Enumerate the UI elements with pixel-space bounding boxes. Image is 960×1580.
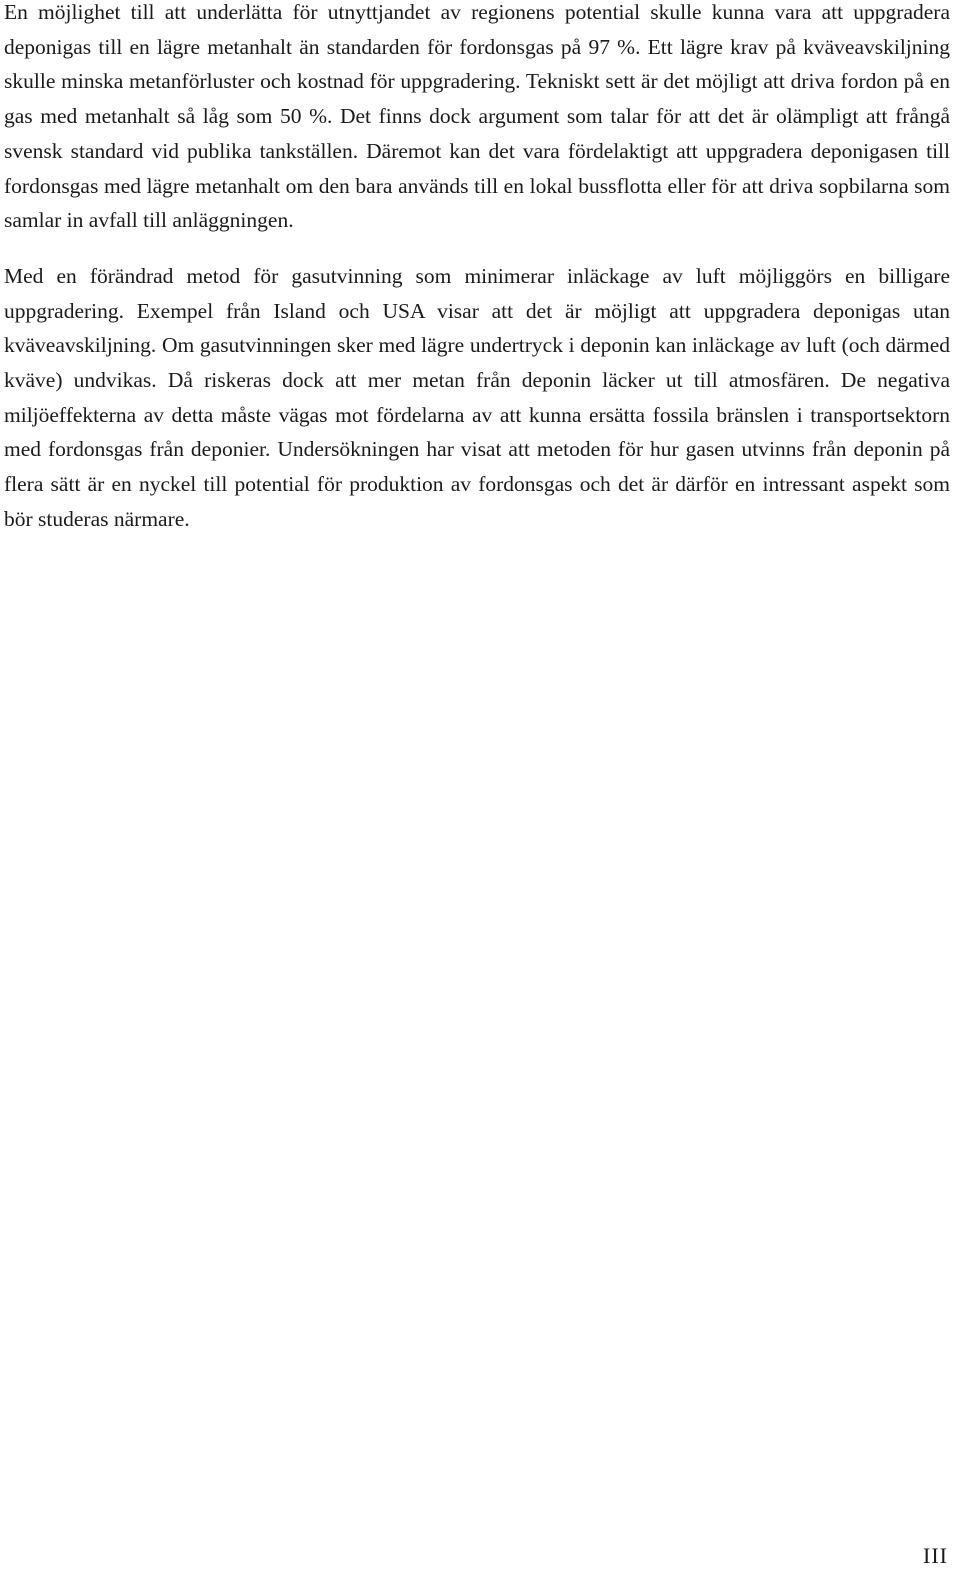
paragraph-gas-extraction-method: Med en förändrad metod för gasutvinning som minimerar inläckage av luft möjliggörs en billigare uppgradering. Exempel från Island och USA visar att det är möjligt att uppgradera deponigas utan kväveavskiljning. Om gasutvinningen sker med lägre undertryck i deponin kan inläckage av luft (och därmed kväve) undvikas. Då riskeras dock att mer metan från deponin läcker ut till atmosfären. De negativa miljöeffekterna av detta måste vägas mot fördelarna av att kunna ersätta fossila bränslen i transportsektorn med fordonsgas från deponier. Undersökningen har visat att metoden för hur gasen utvinns från deponin på flera sätt är en nyckel till potential för produktion av fordonsgas och det är därför en intressant aspekt som bör studeras närmare. (4, 263, 950, 531)
page-number: III (923, 1543, 948, 1568)
paragraph-upgrading-lower-methane: En möjlighet till att underlätta för utnyttjandet av regionens potential skulle kunna vara att uppgradera deponigas till en lägre metanhalt än standarden för fordonsgas på 97 %. Ett lägre krav på kväveavskiljning skulle minska metanförluster och kostnad för uppgradering. Tekniskt sett är det möjligt att driva fordon på en gas med metanhalt så låg som 50 %. Det finns dock argument som talar för att det är olämpligt att frångå svensk standard vid publika tankställen. Däremot kan det vara fördelaktigt att uppgradera deponigasen till fordonsgas med lägre metanhalt om den bara används till en lokal bussflotta eller för att driva sopbilarna som samlar in avfall till anläggningen. (4, 0, 950, 233)
document-page (4, 0, 950, 537)
